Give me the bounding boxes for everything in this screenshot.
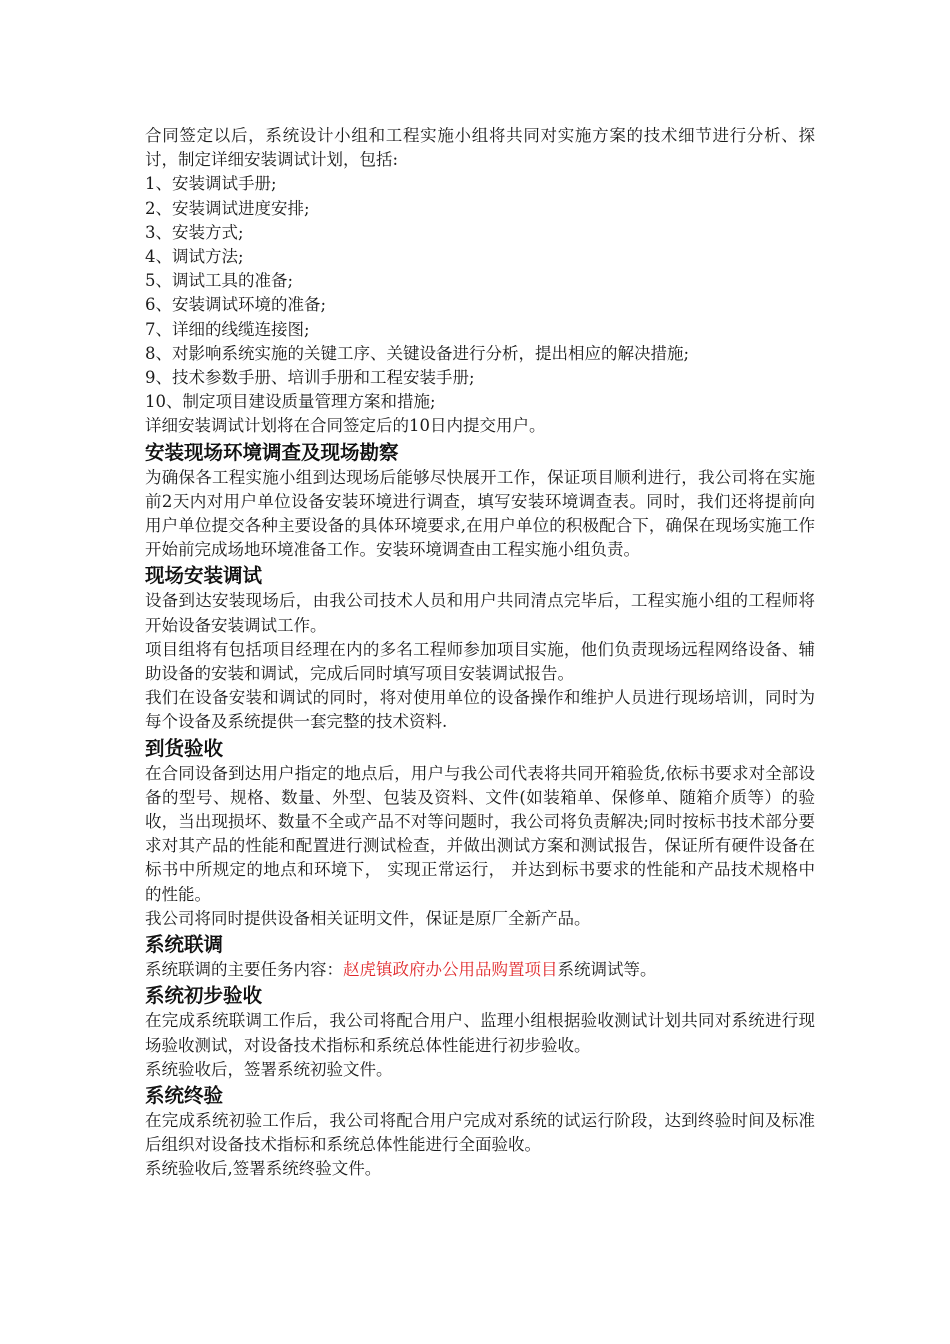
plan-item-6: 6、安装调试环境的准备; <box>145 295 327 315</box>
plan-deadline-paragraph: 详细安装调试计划将在合同签定后的10日内提交用户。 <box>145 416 546 436</box>
document-page <box>145 124 815 1182</box>
arrival-heading: 到货验收 <box>145 736 224 760</box>
install-paragraph-1: 设备到达安装现场后，由我公司技术人员和用户共同清点完毕后，工程实施小组的工程师将开始设备安装调试工作。 <box>145 591 815 635</box>
plan-item-8: 8、对影响系统实施的关键工序、关键设备进行分析，提出相应的解决措施; <box>145 343 690 363</box>
initial-acceptance-paragraph-2: 系统验收后，签署系统初验文件。 <box>145 1059 393 1079</box>
plan-item-7: 7、详细的线缆连接图; <box>145 319 310 339</box>
survey-heading: 安装现场环境调查及现场勘察 <box>145 440 399 464</box>
final-acceptance-paragraph-1: 在完成系统初验工作后，我公司将配合用户完成对系统的试运行阶段，达到终验时间及标准后组织对设备技术指标和系统总体性能进行全面验收。 <box>145 1110 815 1155</box>
plan-item-4: 4、调试方法; <box>145 247 244 267</box>
plan-item-9: 9、技术参数手册、培训手册和工程安装手册; <box>145 368 475 388</box>
joint-debug-prefix: 系统联调的主要任务内容： <box>145 960 343 980</box>
plan-item-3: 3、安装方式; <box>145 222 244 242</box>
install-paragraph-2: 项目组将有包括项目经理在内的多名工程师参加项目实施，他们负责现场远程网络设备、辅助设备的安装和调试，完成后同时填写项目安装调试报告。 <box>145 639 815 684</box>
plan-item-10: 10、制定项目建设质量管理方案和措施; <box>145 392 436 412</box>
plan-item-5: 5、调试工具的准备; <box>145 271 294 291</box>
joint-debug-paragraph <box>145 958 815 982</box>
arrival-paragraph-1: 在合同设备到达用户指定的地点后，用户与我公司代表将共同开箱验货,依标书要求对全部设备的型号、规格、数量、外型、包装及资料、文件(如装箱单、保修单、随箱介质等）的验收，当出现损坏、数量不全或产品不对等问题时，我公司将负责解决;同时按标书技术部分要求对其产品的性能和配置进行测试检查，并做出测试方案和测试报告，保证所有硬件设备在标书中所规定的地点和环境下， 实现正常运行， 并达到标书要求的性能和产品技术规格中的性能。 <box>145 763 815 904</box>
project-name: 赵虎镇政府办公用品购置项目 <box>343 960 558 980</box>
survey-paragraph: 为确保各工程实施小组到达现场后能够尽快展开工作，保证项目顺利进行，我公司将在实施前2天内对用户单位设备安装环境进行调查，填写安装环境调查表。同时，我们还将提前向用户单位提交各种主要设备的具体环境要求,在用户单位的积极配合下，确保在现场实施工作开始前完成场地环境准备工作。安装环境调查由工程实施小组负责。 <box>145 467 815 560</box>
initial-acceptance-heading: 系统初步验收 <box>145 984 263 1008</box>
final-acceptance-paragraph-2: 系统验收后,签署系统终验文件。 <box>145 1159 382 1179</box>
install-paragraph-3: 我们在设备安装和调试的同时，将对使用单位的设备操作和维护人员进行现场培训，同时为每个设备及系统提供一套完整的技术资料. <box>145 688 815 732</box>
joint-debug-heading: 系统联调 <box>145 933 224 957</box>
initial-acceptance-paragraph-1: 在完成系统联调工作后，我公司将配合用户、监理小组根据验收测试计划共同对系统进行现场验收测试，对设备技术指标和系统总体性能进行初步验收。 <box>145 1011 815 1055</box>
arrival-paragraph-2: 我公司将同时提供设备相关证明文件，保证是原厂全新产品。 <box>145 908 591 928</box>
install-heading: 现场安装调试 <box>145 564 263 588</box>
final-acceptance-heading: 系统终验 <box>145 1083 224 1107</box>
plan-item-2: 2、安装调试进度安排; <box>145 198 310 218</box>
plan-item-1: 1、安装调试手册; <box>145 174 277 194</box>
joint-debug-suffix: 系统调试等。 <box>557 960 657 980</box>
intro-paragraph: 合同签定以后，系统设计小组和工程实施小组将共同对实施方案的技术细节进行分析、探讨，制定详细安装调试计划，包括: <box>145 126 815 170</box>
